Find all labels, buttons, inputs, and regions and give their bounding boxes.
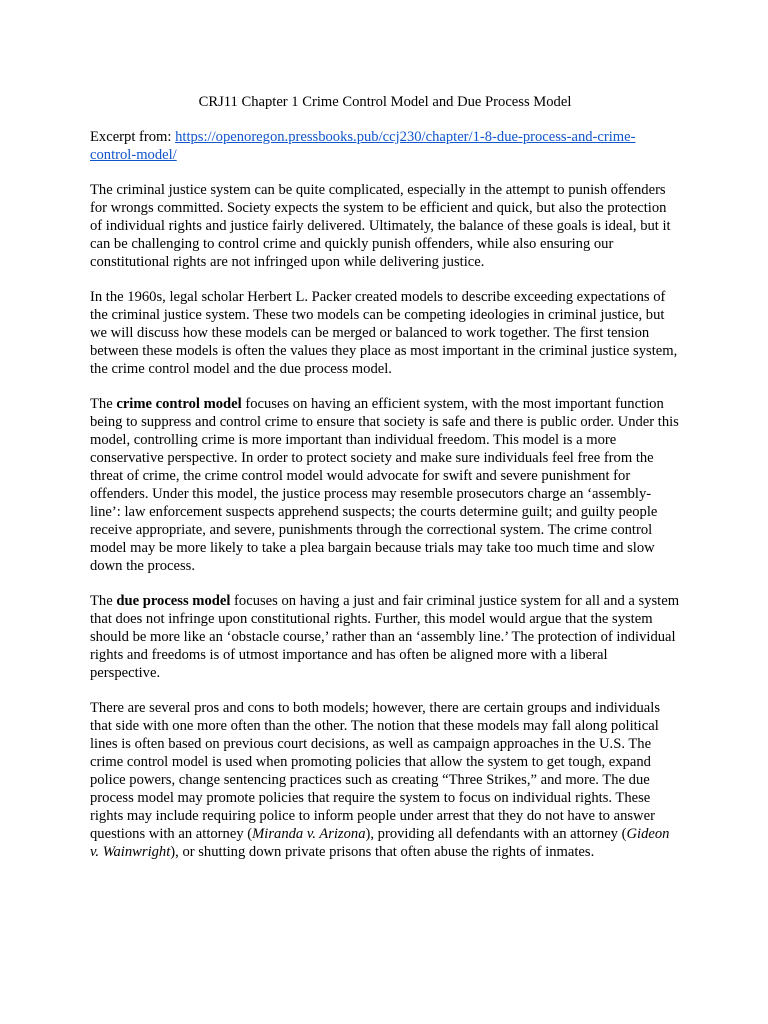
- case-gideon: Gideon v. Wainwright: [90, 826, 670, 860]
- paragraph-pros-cons-part3: ), or shutting down private prisons that often abuse the rights of inmates.: [170, 844, 595, 860]
- crime-control-term: crime control model: [116, 396, 242, 412]
- source-link[interactable]: https://openoregon.pressbooks.pub/ccj230/chapter/1-8-due-process-and-crime-control-model/: [90, 129, 636, 163]
- paragraph-intro: The criminal justice system can be quite complicated, especially in the attempt to punish offenders for wrongs committed. Society expects the system to be efficient and quick, but also the protection of individual rights and justice fairly delivered. Ultimately, the balance of these goals is ideal, but it can be challenging to control crime and quickly punish offenders, while also ensuring our constitutional rights are not infringed upon while delivering justice.: [90, 182, 671, 270]
- paragraph-crime-control: [90, 395, 680, 575]
- case-miranda: Miranda v. Arizona: [252, 826, 366, 842]
- paragraph-crime-control-lead: The: [90, 396, 117, 412]
- document-title: CRJ11 Chapter 1 Crime Control Model and Due Process Model: [198, 94, 572, 110]
- excerpt-line: [90, 128, 680, 164]
- document-page: [90, 93, 680, 878]
- excerpt-label: Excerpt from:: [90, 129, 176, 145]
- paragraph-due-process-lead: The: [90, 593, 117, 609]
- paragraph-pros-cons: [90, 699, 680, 861]
- paragraph-packer: In the 1960s, legal scholar Herbert L. Packer created models to describe exceeding expectations of the criminal justice system. These two models can be competing ideologies in criminal justice, but we will discuss how these models can be merged or balanced to work together. The first tension between these models is often the values they place as most important in the criminal justice system, the crime control model and the due process model.: [90, 289, 678, 377]
- paragraph-due-process: [90, 592, 680, 682]
- paragraph-pros-cons-part1: There are several pros and cons to both models; however, there are certain groups and individuals that side with one more often than the other. The notion that these models may fall along political lines is often based on previous court decisions, as well as campaign approaches in the U.S. The crime control model is used when promoting policies that allow the system to get tough, expand police powers, change sentencing practices such as creating “Three Strikes,” and more. The due process model may promote policies that require the system to focus on individual rights. These rights may include requiring police to inform people under arrest that they do not have to answer questions with an attorney (: [90, 700, 660, 842]
- paragraph-pros-cons-part2: ), providing all defendants with an attorney (: [365, 826, 627, 842]
- paragraph-due-process-body: focuses on having a just and fair criminal justice system for all and a system that does not infringe upon constitutional rights. Further, this model would argue that the system should be more like an ‘obstacle course,’ rather than an ‘assembly line.’ The protection of individual rights and freedoms is of utmost importance and has often be aligned more with a liberal perspective.: [90, 593, 680, 681]
- paragraph-crime-control-body: focuses on having an efficient system, with the most important function being to suppress and control crime to ensure that society is safe and there is public order. Under this model, controlling crime is more important than individual freedom. This model is a more conservative perspective. In order to protect society and make sure individuals feel free from the threat of crime, the crime control model would advocate for swift and severe punishment for offenders. Under this model, the justice process may resemble prosecutors charge an ‘assembly-line’: law enforcement suspects apprehend suspects; the courts determine guilt; and guilty people receive appropriate, and severe, punishments through the correctional system. The crime control model may be more likely to take a plea bargain because trials may take too much time and slow down the process.: [90, 396, 679, 574]
- due-process-term: due process model: [116, 593, 231, 609]
